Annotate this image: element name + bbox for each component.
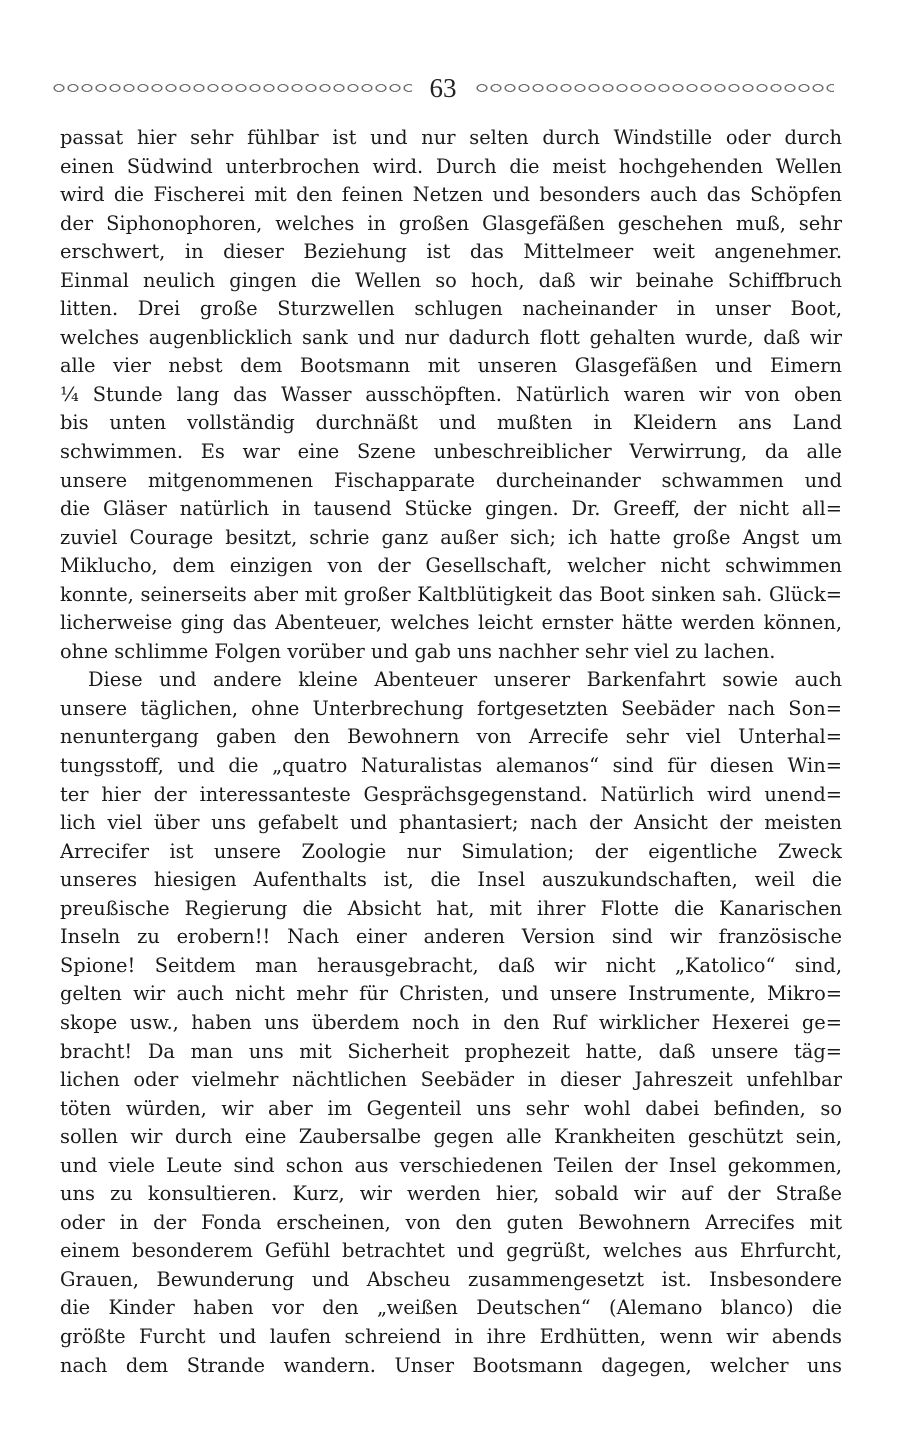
text-line: bis unten vollständig durchnäßt und mußten in Kleidern ans Land (60, 411, 842, 435)
text-line: ¼ Stunde lang das Wasser ausschöpften. Natürlich waren wir von oben (60, 382, 842, 406)
text-line: lichen oder vielmehr nächtlichen Seebäder in dieser Jahreszeit unfehlbar (60, 1068, 842, 1092)
text-line: nenuntergang gaben den Bewohnern von Arrecife sehr viel Unterhal= (60, 725, 842, 749)
text-line: passat hier sehr fühlbar ist und nur selten durch Windstille oder durch (60, 126, 842, 149)
text-line: litten. Drei große Sturzwellen schlugen nacheinander in unser Boot, (60, 297, 842, 321)
text-line: Grauen, Bewunderung und Abscheu zusammengesetzt ist. Insbesondere (60, 1267, 842, 1291)
text-line: die Gläser natürlich in tausend Stücke gingen. Dr. Greeff, der nicht all= (60, 497, 842, 521)
text-line: die Kinder haben vor den „weißen Deutschen“ (Alemano blanco) die (60, 1296, 842, 1320)
text-line: gelten wir auch nicht mehr für Christen, und unsere Instrumente, Mikro= (60, 982, 842, 1006)
text-line: lich viel über uns gefabelt und phantasiert; nach der Ansicht der meisten (60, 811, 842, 835)
text-line: oder in der Fonda erscheinen, von den guten Bewohnern Arrecifes mit (60, 1210, 842, 1234)
text-line: töten würden, wir aber im Gegenteil uns sehr wohl dabei befinden, so (60, 1096, 842, 1120)
text-line: Einmal neulich gingen die Wellen so hoch, daß wir beinahe Schiffbruch (60, 268, 842, 292)
text-line: Spione! Seitdem man herausgebracht, daß wir nicht „Katolico“ sind, (60, 953, 842, 977)
text-line: bracht! Da man uns mit Sicherheit prophezeit hatte, daß unsere täg= (60, 1039, 842, 1063)
body-text (60, 124, 842, 1380)
text-line: einen Südwind unterbrochen wird. Durch die meist hochgehenden Wellen (60, 154, 842, 178)
text-line: größte Furcht und laufen schreiend in ihre Erdhütten, wenn wir abends (60, 1324, 842, 1348)
text-line: unsere mitgenommenen Fischapparate durcheinander schwammen und (60, 468, 842, 492)
text-line: tungsstoff, und die „quatro Naturalistas alemanos“ sind für diesen Win= (60, 754, 842, 778)
text-line: Arrecifer ist unsere Zoologie nur Simulation; der eigentliche Zweck (60, 839, 842, 863)
text-line: konnte, seinerseits aber mit großer Kaltblütigkeit das Boot sinken sah. Glück= (60, 582, 842, 606)
text-line: Inseln zu erobern!! Nach einer anderen Version sind wir französische (60, 925, 842, 949)
text-line: wird die Fischerei mit den feinen Netzen und besonders auch das Schöpfen (60, 183, 842, 207)
ornament-border-right (475, 81, 835, 95)
text-line: licherweise ging das Abenteuer, welches leicht ernster hätte werden können, (60, 611, 842, 635)
text-line: sollen wir durch eine Zaubersalbe gegen alle Krankheiten geschützt sein, (60, 1125, 842, 1149)
text-line: einem besonderem Gefühl betrachtet und gegrüßt, welches aus Ehrfurcht, (60, 1239, 842, 1263)
text-line: zuviel Courage besitzt, schrie ganz außer sich; ich hatte große Angst um (60, 525, 842, 549)
text-line: unseres hiesigen Aufenthalts ist, die Insel auszukundschaften, weil die (60, 868, 842, 892)
text-line: unsere täglichen, ohne Unterbrechung fortgesetzten Seebäder nach Son= (60, 696, 842, 720)
text-line: schwimmen. Es war eine Szene unbeschreiblicher Verwirrung, da alle (60, 440, 842, 464)
page-header (52, 66, 834, 110)
text-line: erschwert, in dieser Beziehung ist das Mittelmeer weit angenehmer. (60, 240, 842, 264)
text-line: alle vier nebst dem Bootsmann mit unseren Glasgefäßen und Eimern (60, 354, 842, 378)
text-line: ohne schlimme Folgen vorüber und gab uns nachher sehr viel zu lachen. (60, 639, 776, 663)
text-line: ter hier der interessanteste Gesprächsgegenstand. Natürlich wird unend= (60, 782, 842, 806)
page-number: 63 (429, 72, 457, 103)
text-line: preußische Regierung die Absicht hat, mit ihrer Flotte die Kanarischen (60, 896, 842, 920)
text-line: welches augenblicklich sank und nur dadurch flott gehalten wurde, daß wir (60, 325, 842, 349)
text-line: skope usw., haben uns überdem noch in den Ruf wirklicher Hexerei ge= (60, 1010, 842, 1034)
text-line: Diese und andere kleine Abenteuer unserer Barkenfahrt sowie auch (88, 668, 842, 692)
ornament-border-left (52, 81, 412, 95)
text-line: Miklucho, dem einzigen von der Gesellschaft, welcher nicht schwimmen (60, 554, 842, 578)
text-line: uns zu konsultieren. Kurz, wir werden hier, sobald wir auf der Straße (60, 1182, 842, 1206)
text-line: nach dem Strande wandern. Unser Bootsmann dagegen, welcher uns (60, 1353, 842, 1377)
text-line: der Siphonophoren, welches in großen Glasgefäßen geschehen muß, sehr (60, 211, 842, 235)
text-line: und viele Leute sind schon aus verschiedenen Teilen der Insel gekommen, (60, 1153, 842, 1177)
